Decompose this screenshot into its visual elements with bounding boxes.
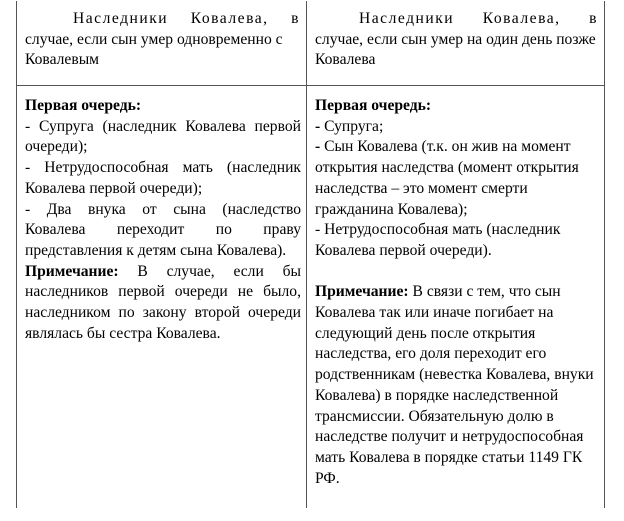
right-item-son-prefix: - [315,138,325,156]
left-queue-title: Первая очередь: [25,97,142,114]
header-left-rest: случае, если сын умер одновременно с Ковалевым [25,30,283,69]
header-left-line1: Наследники Ковалева, в [73,10,300,27]
heirs-comparison-table-wrap [16,1,604,508]
body-cell-simultaneous-death [17,86,307,509]
right-note-text: В связи с тем, что сын Ковалева так или иначе погибает на следующий день после открытия наследства, его доля переходит его родственникам (невестка Ковалева, внуки Ковалева) в порядке наследственной трансмиссии. Обязательную долю в наследстве получит и нетрудоспособная мать Ковалева в порядке статьи 1149 ГК РФ. [315,283,594,487]
header-right-rest: случае, если сын умер на один день позже Ковалева [315,30,596,69]
table-body-row [17,86,605,509]
left-note-label: Примечание: [25,262,119,280]
right-item-mother: - Нетрудоспособная мать (наследник Ковалева первой очереди). [315,221,561,259]
right-item-son-bold: Сын Ковалева [324,138,418,156]
header-cell-one-day-later [307,1,605,86]
left-item-mother: - Нетрудоспособная мать (наследник Ковалева первой очереди); [25,159,301,197]
right-item-spouse-prefix: - [315,117,325,135]
right-item-spouse-text: Супруга; [324,117,384,135]
right-item-son [315,137,598,220]
header-right-line1: Наследники Ковалева, в [359,10,598,27]
right-note [315,282,598,489]
heirs-comparison-table [16,1,605,508]
left-item-spouse: - Супруга (наследник Ковалева первой очереди); [25,117,301,156]
header-cell-simultaneous-death [17,1,307,86]
right-queue-title: Первая очередь: [315,97,432,114]
right-item-son-text: (т.к. он жив на момент открытия наследства (момент открытия наследства – это момент смерти гражданина Ковалева); [315,138,579,218]
right-note-label: Примечание: [315,283,409,301]
table-header-row [17,1,605,86]
right-item-spouse [315,117,598,138]
left-item-grandchildren: - Два внука от сына (наследство Ковалева переходит по праву представления к детям сына Ковалева). [25,200,301,259]
left-note-text: В случае, если бы наследников первой очереди не было, наследником по закону второй очереди являлась бы сестра Ковалева. [25,262,301,342]
left-note [25,262,301,345]
paragraph-spacer [315,262,598,283]
body-cell-one-day-later [307,86,605,509]
